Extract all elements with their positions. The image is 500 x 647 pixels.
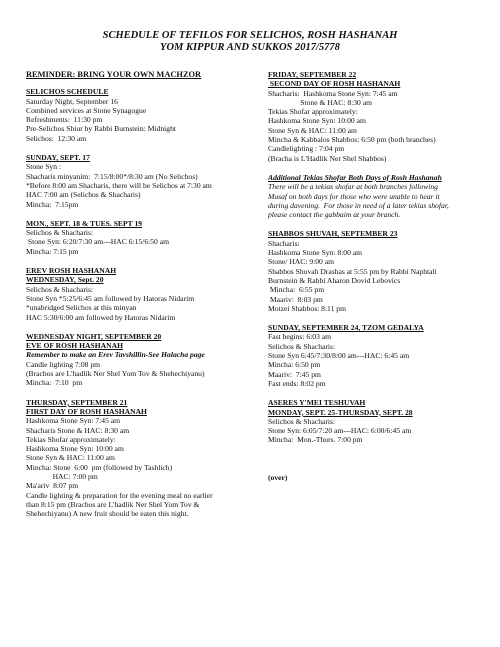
erev-rosh-hashanah-section: [26, 266, 254, 322]
section-heading: SUNDAY, SEPT. 17: [26, 153, 90, 163]
text-line: Stone Syn: 6:20/7:30 am---HAC 6:15/6:50 am: [26, 237, 170, 247]
section-heading: MON., SEPT. 18 & TUES. SEPT 19: [26, 218, 143, 228]
text-line: Hashkoma Stone Syn: 10:00 am: [26, 444, 124, 454]
text-line: during davening. For those in need of a later tekias shofar,: [268, 200, 449, 210]
section-subheading: MONDAY, SEPT. 25-THURSDAY, SEPT. 28: [268, 407, 413, 417]
section-heading: ASERES Y'MEI TESHUVAH: [268, 398, 366, 408]
text-line: Pre-Selichos Shiur by Rabbi Burnstein: Midnight: [26, 124, 176, 134]
text-line: Hashkoma Stone Syn: 8:00 am: [268, 248, 363, 258]
text-line: Fast begins: 6:03 am: [268, 332, 332, 342]
section-heading: SELICHOS SCHEDULE: [26, 87, 109, 97]
aseres-ymei-teshuvah-section: [268, 398, 490, 444]
text-line: Burnstein & Rabbi Aharon Dovid Lebovics: [268, 275, 401, 285]
text-line: Shacharis: Hashkoma Stone Syn: 7:45 am: [268, 88, 398, 98]
right-column: [268, 70, 490, 482]
text-line: Mincha: Mon.-Thurs. 7:00 pm: [268, 435, 363, 445]
text-line: Selichos & Shacharis:: [26, 284, 94, 294]
text-line: Selichos: 12:30 am: [26, 133, 87, 143]
text-line: HAC 7:00 am (Selichos & Shacharis): [26, 190, 141, 200]
text-line: Tekias Shofar approximately:: [268, 107, 358, 117]
tzom-gedalya-section: [268, 323, 490, 388]
selichos-schedule-section: [26, 87, 254, 143]
text-line: Stone Syn & HAC: 11:00 am: [268, 125, 357, 135]
text-line: Maariv: 7:45 pm: [268, 369, 321, 379]
section-subheading: EVE OF ROSH HASHANAH: [26, 341, 123, 351]
text-line: Mincha: 6:50 pm: [268, 360, 321, 370]
reminder-heading: REMINDER: BRING YOUR OWN MACHZOR: [26, 70, 202, 79]
text-line: Hashkoma Stone Syn: 7:45 am: [26, 416, 121, 426]
section-heading: SUNDAY, SEPTEMBER 24, TZOM GEDALYA: [268, 323, 424, 333]
section-heading: THURSDAY, SEPTEMBER 21: [26, 397, 128, 407]
text-line: Stone & HAC: 8:30 am: [268, 97, 372, 107]
text-line: Maariv: 8:03 pm: [268, 294, 323, 304]
document-title-line-1: SCHEDULE OF TEFILOS FOR SELICHOS, ROSH HASHANAH: [102, 30, 398, 41]
section-heading: Additional Tekias Shofar Both Days of Rosh Hashanah: [268, 172, 442, 182]
text-line: Selichos & Shacharis:: [26, 228, 94, 238]
text-line: (Brachos are L'hadlik Ner Shel Yom Tov & Shehechiyanu): [26, 369, 205, 379]
text-line: There will be a tekias shofar at both branches following: [268, 182, 438, 192]
text-line: Fast ends: 8:02 pm: [268, 378, 326, 388]
text-line: Mincha: 7:15 pm: [26, 246, 79, 256]
sunday-section: [26, 153, 254, 209]
text-line: Stone/ HAC: 9:00 am: [268, 257, 335, 267]
document-title-line-2: YOM KIPPUR AND SUKKOS 2017/5778: [160, 42, 340, 53]
text-line: Stone Syn 6:45/7:30/8:00 am---HAC: 6:45 am: [268, 351, 410, 361]
text-line: Mincha & Kabbalos Shabbos: 6:50 pm (both branches): [268, 135, 436, 145]
text-line: Musaf on both days for those who were unable to hear it: [268, 191, 440, 201]
text-line: please contact the gabbaim at your branch.: [268, 210, 401, 220]
text-line: Motzei Shabbos: 8:11 pm: [268, 303, 346, 313]
section-subheading: FIRST DAY OF ROSH HASHANAH: [26, 406, 147, 416]
text-line: Combined services at Stone Synagogue: [26, 105, 147, 115]
over-note: (over): [268, 472, 288, 482]
text-line: Mincha: 7:15pm: [26, 199, 79, 209]
text-line: Ma'ariv 8:07 pm: [26, 481, 79, 491]
section-subheading: WEDNESDAY, Sept. 20: [26, 275, 104, 285]
text-line: than 8:15 pm (Brachos are L'hadlik Ner Shel Yom Tov &: [26, 499, 200, 509]
section-subheading: SECOND DAY OF ROSH HASHANAH: [268, 79, 401, 89]
text-line: Mincha: 6:55 pm: [268, 285, 325, 295]
section-heading: FRIDAY, SEPTEMBER 22: [268, 70, 357, 79]
additional-tekias-shofar-section: [268, 173, 490, 219]
text-line: Mincha: Stone 6:00 pm (followed by Tashlich): [26, 462, 173, 472]
text-line: (Bracha is L'Hadlik Ner Shel Shabbos): [268, 153, 387, 163]
text-line: *Before 8:00 am Shacharis, there will be Selichos at 7:30 am: [26, 180, 212, 190]
text-line: Candle lighting & preparation for the evening meal no earlier: [26, 490, 213, 500]
text-line: HAC 5:30/6:00 am followed by Hatoras Nidarim: [26, 312, 176, 322]
text-line: Shehechiyanu) A new fruit should be eaten this night.: [26, 509, 189, 519]
text-line: Refreshments: 11:30 pm: [26, 115, 103, 125]
text-line: Stone Syn: 6:05/7:20 am---HAC: 6:00/6:45 am: [268, 426, 412, 436]
text-line: *unabridged Selichos at this minyan: [26, 303, 137, 313]
text-line: Mincha: 7:10 pm: [26, 378, 83, 388]
second-day-rosh-hashanah-section: [268, 70, 490, 163]
text-line: Tekias Shofar approximately:: [26, 434, 116, 444]
text-line: HAC: 7:00 pm: [26, 471, 98, 481]
text-line: Stone Syn :: [26, 162, 62, 172]
text-line: Shabbos Shuvah Drashas at 5:55 pm by Rabbi Naphtali: [268, 266, 437, 276]
section-heading: EREV ROSH HASHANAH: [26, 266, 117, 276]
section-heading: SHABBOS SHUVAH, SEPTEMBER 23: [268, 229, 398, 239]
text-line: Candle lighting 7:08 pm: [26, 359, 101, 369]
left-column: [26, 70, 254, 528]
monday-tuesday-section: [26, 219, 254, 256]
text-line: Shacharis minyanim: 7:15/8:00*/8:30 am (No Selichos): [26, 171, 198, 181]
text-line: Saturday Night, September 16: [26, 96, 118, 106]
text-line: Selichos & Shacharis:: [268, 341, 336, 351]
shabbos-shuvah-section: [268, 229, 490, 313]
first-day-rosh-hashanah-section: [26, 398, 254, 519]
text-line: Shacharis Stone & HAC: 8:30 am: [26, 425, 130, 435]
text-line: Stone Syn *5:25/6:45 am followed by Hatoras Nidarim: [26, 293, 195, 303]
text-line: Shacharis:: [268, 238, 300, 248]
text-line: Candlelighting : 7:04 pm: [268, 144, 345, 154]
text-line: Stone Syn & HAC: 11:00 am: [26, 453, 115, 463]
wednesday-night-section: [26, 332, 254, 388]
section-heading: WEDNESDAY NIGHT, SEPTEMBER 20: [26, 331, 162, 341]
text-line: Selichos & Shacharis:: [268, 416, 336, 426]
text-line: Hashkoma Stone Syn: 10:00 am: [268, 116, 366, 126]
reminder-note: Remember to make an Erev Tavshillin-See Halacha page: [26, 350, 205, 360]
